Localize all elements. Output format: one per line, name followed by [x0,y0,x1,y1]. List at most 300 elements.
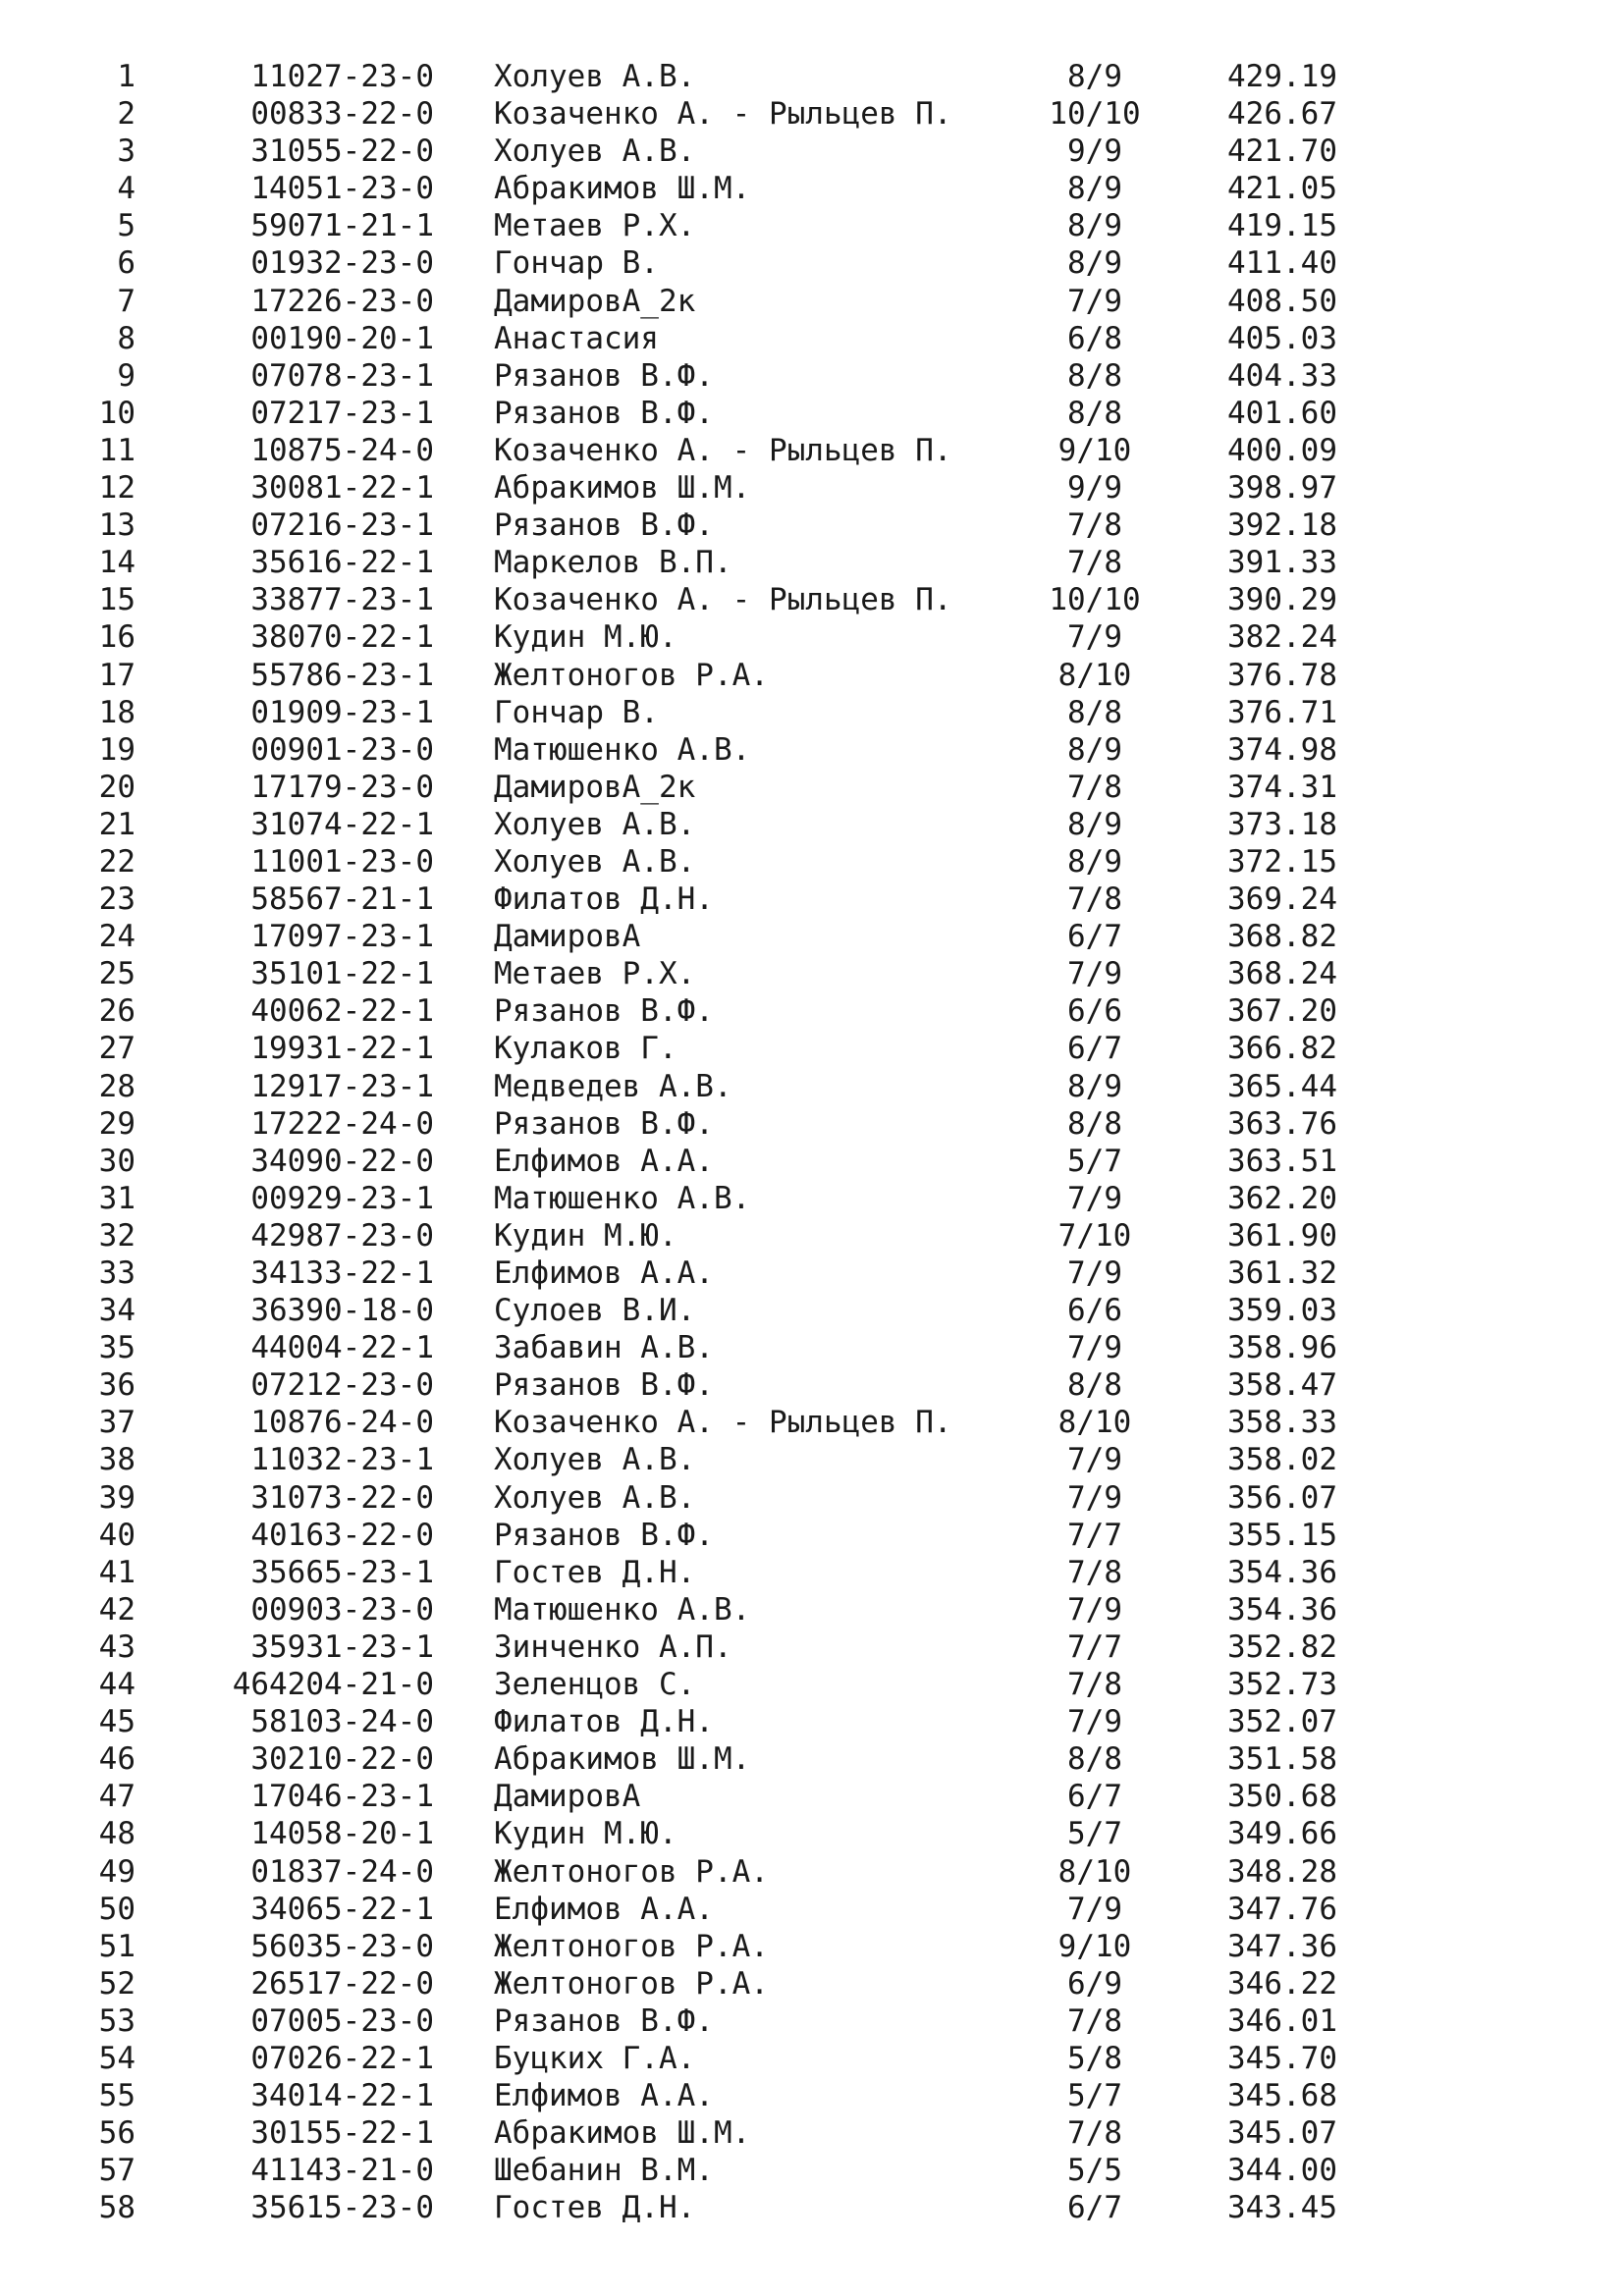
row-value: 361.32 [1227,1255,1337,1291]
row-code: 14058-20-1 [250,1816,434,1852]
row-code: 30155-22-1 [250,2115,434,2152]
row-score: 8/9 [1067,806,1122,842]
row-name: Зинченко А.П. [494,1629,732,1665]
row-value: 344.00 [1227,2153,1337,2189]
row-value: 373.18 [1227,806,1337,842]
row-name: ДамировА_2к [494,283,696,319]
row-score: 5/8 [1067,2040,1122,2076]
row-value: 355.15 [1227,1517,1337,1553]
row-code: 17046-23-1 [250,1779,434,1815]
row-score: 7/8 [1067,881,1122,918]
row-value: 358.02 [1227,1442,1337,1478]
table-row [0,581,1624,618]
row-code: 10875-24-0 [250,432,434,468]
row-name: Холуев А.В. [494,843,696,880]
row-score: 8/10 [1057,1853,1132,1890]
row-number: 11 [98,432,135,468]
row-score: 8/8 [1067,1105,1122,1142]
row-code: 31074-22-1 [250,806,434,842]
row-name: Кудин М.Ю. [494,1816,677,1852]
row-name: Рязанов В.Ф. [494,1367,714,1404]
row-score: 8/9 [1067,843,1122,880]
row-number: 8 [117,320,135,356]
table-row [0,618,1624,656]
row-value: 411.40 [1227,245,1337,282]
row-code: 30081-22-1 [250,470,434,507]
table-row [0,2152,1624,2189]
row-code: 17226-23-0 [250,283,434,319]
row-name: Абракимов Ш.М. [494,1741,751,1778]
row-code: 41143-21-0 [250,2153,434,2189]
row-value: 352.73 [1227,1667,1337,1703]
row-code: 38070-22-1 [250,619,434,656]
table-row [0,1404,1624,1441]
row-name: ДамировА_2к [494,769,696,805]
row-score: 10/10 [1049,582,1141,618]
row-score: 7/8 [1067,545,1122,581]
table-row [0,694,1624,731]
row-name: Буцких Г.А. [494,2040,696,2076]
row-number: 15 [98,582,135,618]
row-number: 6 [117,245,135,282]
row-number: 12 [98,470,135,507]
row-code: 07217-23-1 [250,395,434,431]
row-value: 400.09 [1227,432,1337,468]
row-number: 54 [98,2040,135,2076]
row-score: 8/8 [1067,1741,1122,1778]
row-score: 6/7 [1067,1031,1122,1067]
row-code: 33877-23-1 [250,582,434,618]
row-value: 352.82 [1227,1629,1337,1665]
table-row [0,1068,1624,1105]
row-number: 32 [98,1217,135,1254]
row-number: 56 [98,2115,135,2152]
row-code: 17097-23-1 [250,919,434,955]
table-row [0,1105,1624,1143]
row-number: 25 [98,956,135,992]
row-value: 369.24 [1227,881,1337,918]
row-number: 34 [98,1293,135,1329]
row-value: 391.33 [1227,545,1337,581]
row-name: Медведев А.В. [494,1068,732,1104]
row-number: 19 [98,731,135,768]
row-number: 46 [98,1741,135,1778]
row-number: 45 [98,1704,135,1740]
row-number: 47 [98,1779,135,1815]
table-row [0,881,1624,918]
table-row [0,357,1624,395]
row-number: 40 [98,1517,135,1553]
row-value: 390.29 [1227,582,1337,618]
row-number: 49 [98,1853,135,1890]
table-row [0,133,1624,170]
row-name: Желтоногов Р.А. [494,657,769,693]
row-value: 345.07 [1227,2115,1337,2152]
row-value: 365.44 [1227,1068,1337,1104]
table-row [0,918,1624,955]
table-row [0,955,1624,992]
row-score: 8/9 [1067,1068,1122,1104]
row-value: 429.19 [1227,59,1337,94]
row-score: 5/7 [1067,1143,1122,1179]
row-number: 22 [98,843,135,880]
table-row [0,1329,1624,1366]
table-row [0,992,1624,1030]
row-name: Гончар В. [494,245,659,282]
row-number: 1 [117,59,135,94]
row-name: Козаченко А. - Рыльцев П. [494,1405,952,1441]
row-value: 421.70 [1227,133,1337,170]
row-code: 00929-23-1 [250,1180,434,1216]
row-code: 42987-23-0 [250,1217,434,1254]
row-value: 408.50 [1227,283,1337,319]
row-code: 40062-22-1 [250,993,434,1030]
row-number: 9 [117,357,135,394]
row-name: Матюшенко А.В. [494,1180,751,1216]
row-code: 56035-23-0 [250,1928,434,1964]
table-row [0,1366,1624,1404]
row-score: 8/9 [1067,208,1122,244]
row-number: 24 [98,919,135,955]
row-score: 7/9 [1067,1479,1122,1516]
row-number: 4 [117,171,135,207]
row-code: 44004-22-1 [250,1330,434,1366]
row-name: Холуев А.В. [494,1479,696,1516]
row-code: 17222-24-0 [250,1105,434,1142]
row-score: 8/8 [1067,1367,1122,1404]
row-value: 347.76 [1227,1891,1337,1927]
row-number: 44 [98,1667,135,1703]
table-row [0,95,1624,133]
row-value: 346.22 [1227,1965,1337,2002]
row-name: Абракимов Ш.М. [494,2115,751,2152]
row-code: 31055-22-0 [250,133,434,170]
row-value: 347.36 [1227,1928,1337,1964]
table-row [0,769,1624,806]
row-number: 38 [98,1442,135,1478]
row-code: 17179-23-0 [250,769,434,805]
row-score: 7/9 [1067,1255,1122,1291]
row-code: 07005-23-0 [250,2002,434,2039]
table-row [0,283,1624,320]
row-name: Филатов Д.Н. [494,881,714,918]
table-row [0,1965,1624,2002]
row-name: Матюшенко А.В. [494,1591,751,1628]
table-row [0,1815,1624,1852]
row-number: 55 [98,2078,135,2114]
table-row [0,244,1624,282]
row-name: Гостев Д.Н. [494,1554,696,1590]
row-name: Абракимов Ш.М. [494,470,751,507]
row-name: Сулоев В.И. [494,1293,696,1329]
row-score: 7/8 [1067,2115,1122,2152]
row-value: 363.76 [1227,1105,1337,1142]
row-score: 8/10 [1057,657,1132,693]
table-row [0,395,1624,432]
row-value: 351.58 [1227,1741,1337,1778]
row-name: Рязанов В.Ф. [494,1105,714,1142]
table-row [0,843,1624,881]
row-code: 35616-22-1 [250,545,434,581]
row-code: 36390-18-0 [250,1293,434,1329]
row-score: 7/9 [1067,1442,1122,1478]
row-code: 59071-21-1 [250,208,434,244]
row-code: 07212-23-0 [250,1367,434,1404]
row-name: Холуев А.В. [494,133,696,170]
row-name: Холуев А.В. [494,806,696,842]
row-name: Абракимов Ш.М. [494,171,751,207]
table-row [0,1629,1624,1666]
row-number: 28 [98,1068,135,1104]
row-number: 16 [98,619,135,656]
row-number: 42 [98,1591,135,1628]
row-name: Рязанов В.Ф. [494,1517,714,1553]
row-code: 464204-21-0 [232,1667,434,1703]
row-name: Шебанин В.М. [494,2153,714,2189]
row-code: 14051-23-0 [250,171,434,207]
row-score: 8/8 [1067,395,1122,431]
row-score: 5/7 [1067,1816,1122,1852]
table-row [0,1778,1624,1815]
row-score: 7/9 [1067,956,1122,992]
row-value: 352.07 [1227,1704,1337,1740]
row-code: 31073-22-0 [250,1479,434,1516]
row-name: Гончар В. [494,694,659,730]
row-name: Анастасия [494,320,659,356]
table-row [0,657,1624,694]
row-number: 53 [98,2002,135,2039]
row-code: 11001-23-0 [250,843,434,880]
row-code: 30210-22-0 [250,1741,434,1778]
row-name: Елфимов А.А. [494,1255,714,1291]
table-row [0,207,1624,244]
row-value: 372.15 [1227,843,1337,880]
row-number: 58 [98,2190,135,2226]
table-row [0,1591,1624,1629]
row-code: 10876-24-0 [250,1405,434,1441]
row-score: 7/9 [1067,1891,1122,1927]
row-number: 13 [98,507,135,544]
row-number: 41 [98,1554,135,1590]
row-name: Елфимов А.А. [494,1143,714,1179]
table-row [0,1441,1624,1478]
row-name: ДамировА [494,919,641,955]
row-value: 358.96 [1227,1330,1337,1366]
row-value: 346.01 [1227,2002,1337,2039]
row-score: 9/9 [1067,470,1122,507]
row-code: 07216-23-1 [250,507,434,544]
row-number: 31 [98,1180,135,1216]
row-code: 00190-20-1 [250,320,434,356]
row-value: 345.68 [1227,2078,1337,2114]
row-number: 26 [98,993,135,1030]
row-number: 36 [98,1367,135,1404]
row-code: 00833-22-0 [250,96,434,133]
row-value: 421.05 [1227,171,1337,207]
table-row [0,2077,1624,2114]
row-code: 00903-23-0 [250,1591,434,1628]
row-name: Желтоногов Р.А. [494,1965,769,2002]
table-row [0,1554,1624,1591]
row-value: 343.45 [1227,2190,1337,2226]
row-name: Зеленцов С. [494,1667,696,1703]
row-number: 43 [98,1629,135,1665]
row-code: 35665-23-1 [250,1554,434,1590]
table-row [0,1666,1624,1703]
row-code: 35101-22-1 [250,956,434,992]
row-value: 376.71 [1227,694,1337,730]
row-name: Метаев Р.Х. [494,208,696,244]
row-code: 34014-22-1 [250,2078,434,2114]
row-name: Рязанов В.Ф. [494,507,714,544]
row-score: 7/7 [1067,1517,1122,1553]
row-value: 398.97 [1227,470,1337,507]
row-value: 368.24 [1227,956,1337,992]
row-name: Кудин М.Ю. [494,1217,677,1254]
table-row [0,320,1624,357]
row-value: 426.67 [1227,96,1337,133]
row-name: Кулаков Г. [494,1031,677,1067]
table-row [0,1217,1624,1255]
row-score: 7/9 [1067,283,1122,319]
row-score: 6/9 [1067,1965,1122,2002]
row-name: Елфимов А.А. [494,1891,714,1927]
row-score: 7/9 [1067,1591,1122,1628]
row-name: Гостев Д.Н. [494,2190,696,2226]
row-value: 358.33 [1227,1405,1337,1441]
row-code: 00901-23-0 [250,731,434,768]
ranking-table [0,58,1624,2226]
row-number: 17 [98,657,135,693]
row-score: 7/8 [1067,1667,1122,1703]
row-code: 01837-24-0 [250,1853,434,1890]
table-row [0,1292,1624,1329]
row-number: 57 [98,2153,135,2189]
row-number: 39 [98,1479,135,1516]
row-value: 366.82 [1227,1031,1337,1067]
row-number: 23 [98,881,135,918]
table-row [0,58,1624,95]
row-score: 7/8 [1067,1554,1122,1590]
row-number: 2 [117,96,135,133]
row-name: Желтоногов Р.А. [494,1928,769,1964]
row-score: 8/10 [1057,1405,1132,1441]
row-number: 52 [98,1965,135,2002]
row-value: 354.36 [1227,1591,1337,1628]
row-score: 7/9 [1067,1330,1122,1366]
row-value: 404.33 [1227,357,1337,394]
row-number: 29 [98,1105,135,1142]
row-number: 51 [98,1928,135,1964]
row-name: Козаченко А. - Рыльцев П. [494,96,952,133]
row-name: Рязанов В.Ф. [494,2002,714,2039]
row-name: Елфимов А.А. [494,2078,714,2114]
row-score: 8/9 [1067,731,1122,768]
row-name: Кудин М.Ю. [494,619,677,656]
table-row [0,1479,1624,1517]
row-value: 374.98 [1227,731,1337,768]
row-name: Филатов Д.Н. [494,1704,714,1740]
row-value: 350.68 [1227,1779,1337,1815]
row-number: 37 [98,1405,135,1441]
row-number: 5 [117,208,135,244]
row-name: Маркелов В.П. [494,545,732,581]
row-value: 359.03 [1227,1293,1337,1329]
row-code: 07078-23-1 [250,357,434,394]
row-code: 34090-22-0 [250,1143,434,1179]
row-score: 8/9 [1067,59,1122,94]
row-score: 6/8 [1067,320,1122,356]
row-number: 7 [117,283,135,319]
row-score: 9/10 [1057,432,1132,468]
row-code: 01932-23-0 [250,245,434,282]
row-score: 7/9 [1067,619,1122,656]
row-value: 362.20 [1227,1180,1337,1216]
row-value: 361.90 [1227,1217,1337,1254]
row-number: 50 [98,1891,135,1927]
row-code: 58567-21-1 [250,881,434,918]
row-code: 11027-23-0 [250,59,434,94]
row-code: 58103-24-0 [250,1704,434,1740]
row-score: 6/6 [1067,1293,1122,1329]
row-score: 10/10 [1049,96,1141,133]
row-name: Козаченко А. - Рыльцев П. [494,582,952,618]
row-number: 3 [117,133,135,170]
table-row [0,1030,1624,1067]
row-score: 6/6 [1067,993,1122,1030]
table-row [0,1703,1624,1740]
row-score: 5/7 [1067,2078,1122,2114]
row-code: 34065-22-1 [250,1891,434,1927]
row-code: 07026-22-1 [250,2040,434,2076]
row-score: 7/8 [1067,507,1122,544]
row-value: 374.31 [1227,769,1337,805]
table-row [0,507,1624,544]
row-name: Рязанов В.Ф. [494,357,714,394]
table-row [0,1143,1624,1180]
row-score: 7/9 [1067,1180,1122,1216]
row-number: 33 [98,1255,135,1291]
row-value: 382.24 [1227,619,1337,656]
row-score: 8/9 [1067,245,1122,282]
row-code: 11032-23-1 [250,1442,434,1478]
row-number: 14 [98,545,135,581]
row-value: 349.66 [1227,1816,1337,1852]
row-value: 345.70 [1227,2040,1337,2076]
row-number: 21 [98,806,135,842]
table-row [0,432,1624,469]
table-row [0,1891,1624,1928]
table-row [0,1180,1624,1217]
row-score: 8/8 [1067,694,1122,730]
row-code: 12917-23-1 [250,1068,434,1104]
row-name: Холуев А.В. [494,1442,696,1478]
row-value: 348.28 [1227,1853,1337,1890]
row-number: 35 [98,1330,135,1366]
table-row [0,1853,1624,1891]
table-row [0,2114,1624,2152]
row-name: Рязанов В.Ф. [494,993,714,1030]
row-score: 9/10 [1057,1928,1132,1964]
row-value: 392.18 [1227,507,1337,544]
table-row [0,170,1624,207]
row-number: 20 [98,769,135,805]
row-name: ДамировА [494,1779,641,1815]
row-score: 7/8 [1067,769,1122,805]
row-score: 7/8 [1067,2002,1122,2039]
row-score: 7/10 [1057,1217,1132,1254]
row-value: 367.20 [1227,993,1337,1030]
